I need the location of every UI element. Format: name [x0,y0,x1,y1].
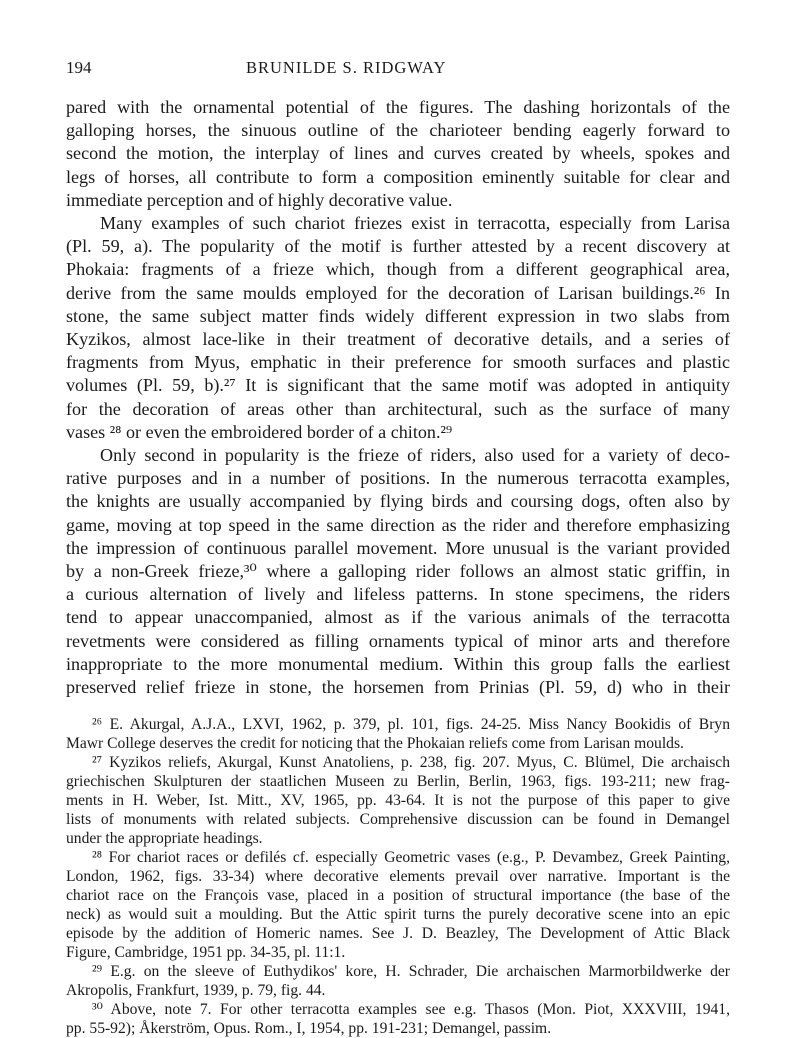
text-line: inappropriate to the more monumental medium. Within this group falls the earliest [66,653,730,674]
text-line: derive from the same moulds employed for the decoration of Larisan buildings.²⁶ In [66,282,730,303]
footnote-line: ²⁷ Kyzikos reliefs, Akurgal, Kunst Anatoliens, p. 238, fig. 207. Myus, C. Blümel, Die archaisch [92,754,730,772]
text-line: vases ²⁸ or even the embroidered border of a chiton.²⁹ [66,421,453,442]
footnote-line: ments in H. Weber, Ist. Mitt., XV, 1965, pp. 43-64. It is not the purpose of this paper to give [66,792,730,810]
text-line: immediate perception and of highly decorative value. [66,189,453,210]
text-line: pared with the ornamental potential of the figures. The dashing horizontals of the [66,97,730,117]
text-line: second the motion, the interplay of lines and curves created by wheels, spokes and [66,143,730,164]
text-line: the knights are usually accompanied by flying birds and coursing dogs, often also by [66,491,730,512]
footnote-line: ²⁶ E. Akurgal, A.J.A., LXVI, 1962, p. 379, pl. 101, figs. 24-25. Miss Nancy Bookidis of Bryn [92,716,730,734]
text-line: fragments from Myus, emphatic in their preference for smooth surfaces and plastic [66,352,730,373]
footnote-28 [66,848,730,962]
text-line: by a non-Greek frieze,³⁰ where a galloping rider follows an almost static griffin, in [66,561,730,582]
paragraph-3 [66,444,730,699]
text-line: legs of horses, all contribute to form a composition eminently suitable for clear and [66,166,730,187]
footnote-27 [66,753,730,848]
footnote-line: Mawr College deserves the credit for noticing that the Phokaian reliefs come from Larisan moulds. [66,735,684,753]
footnote-30 [66,1000,730,1038]
footnote-line: Figure, Cambridge, 1951 pp. 34-35, pl. 11:1. [66,944,346,962]
body-text [66,96,730,699]
text-line: Only second in popularity is the frieze of riders, also used for a variety of deco- [100,445,730,466]
footnote-line: pp. 55-92); Åkerström, Opus. Rom., I, 1954, pp. 191-231; Demangel, passim. [66,1020,552,1038]
paragraph-1 [66,96,730,212]
page-number: 194 [66,58,92,77]
footnote-29 [66,962,730,1000]
footnote-line: griechischen Skulpturen der staatlichen Museen zu Berlin, Berlin, 1963, figs. 193-211; new frag- [66,773,730,791]
text-line: rative purposes and in a number of positions. In the numerous terracotta examples, [66,468,730,489]
text-line: stone, the same subject matter finds widely different expression in two slabs from [66,305,730,326]
footnote-line: ²⁸ For chariot races or defilés cf. especially Geometric vases (e.g., P. Devambez, Greek Painting, [92,849,730,867]
text-line: the impression of continuous parallel movement. More unusual is the variant provided [66,537,730,558]
page-header [66,58,730,82]
footnote-line: neck) as would suit a moulding. But the Attic spirit turns the purely decorative scene into an epic [66,906,730,924]
text-line: preserved relief frieze in stone, the horsemen from Prinias (Pl. 59, d) who in their [66,677,730,698]
text-line: Phokaia: fragments of a frieze which, though from a different geographical area, [66,259,730,280]
text-line: game, moving at top speed in the same direction as the rider and therefore emphasizing [66,514,730,535]
footnote-line: lists of monuments with related subjects. Comprehensive discussion can be found in Demangel [66,811,730,829]
footnote-26 [66,715,730,753]
paragraph-2 [66,212,730,444]
footnotes [66,715,730,1038]
text-line: Kyzikos, almost lace-like in their treatment of decorative details, and a series of [66,329,730,350]
text-line: galloping horses, the sinuous outline of the charioteer bending eagerly forward to [66,120,730,141]
footnote-line: London, 1962, figs. 33-34) where decorative elements prevail over narrative. Important is the [66,868,730,886]
text-line: for the decoration of areas other than architectural, such as the surface of many [66,398,730,419]
footnote-line: under the appropriate headings. [66,830,263,848]
text-line: Many examples of such chariot friezes exist in terracotta, especially from Larisa [100,213,730,234]
text-line: volumes (Pl. 59, b).²⁷ It is significant that the same motif was adopted in antiquity [66,375,730,396]
running-head: BRUNILDE S. RIDGWAY [246,58,447,77]
text-line: tend to appear unaccompanied, almost as if the various animals of the terracotta [66,607,730,628]
footnote-line: episode by the addition of Homeric names. See J. D. Beazley, The Development of Attic Black [66,925,730,943]
page [66,58,730,1038]
footnote-line: ²⁹ E.g. on the sleeve of Euthydikos' kore, H. Schrader, Die archaischen Marmorbildwerke der [92,963,730,981]
footnote-line: ³⁰ Above, note 7. For other terracotta examples see e.g. Thasos (Mon. Piot, XXXVIII, 1941, [92,1001,730,1019]
text-line: (Pl. 59, a). The popularity of the motif is further attested by a recent discovery at [66,236,730,257]
footnote-line: Akropolis, Frankfurt, 1939, p. 79, fig. 44. [66,982,326,1000]
footnote-line: chariot race on the François vase, placed in a position of structural importance (the base of the [66,887,730,905]
text-line: revetments were considered as filling ornaments typical of minor arts and therefore [66,630,730,651]
text-line: a curious alternation of lively and lifeless patterns. In stone specimens, the riders [66,584,730,605]
